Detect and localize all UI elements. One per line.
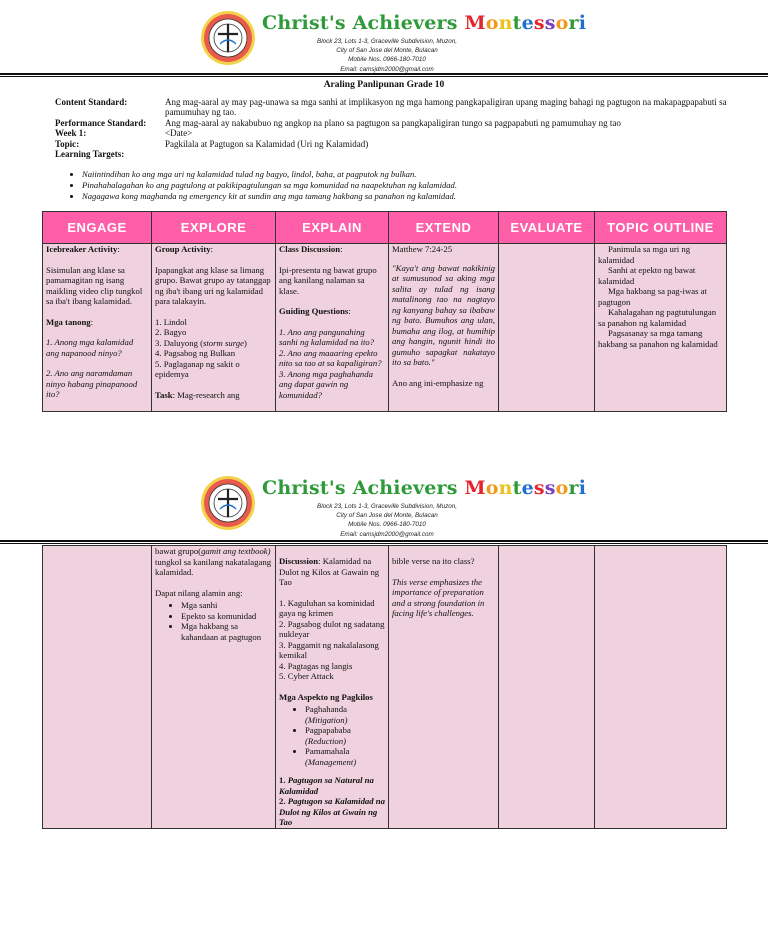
week-label: Week 1:: [55, 128, 87, 139]
hazard-item: 4. Pagsabog ng Bulkan: [155, 348, 236, 358]
guiding-question: 3. Anong mga paghahanda ang dapat gawin ng komunidad?: [279, 368, 373, 400]
document-title: Araling Panlipunan Grade 10: [323, 80, 445, 90]
extend-prompt: Ano ang ini-emphasize ng: [392, 377, 484, 388]
header-rule: [0, 540, 768, 542]
task-label: Task: [155, 389, 173, 400]
school-name-part: i: [578, 12, 587, 34]
extend-cell: [389, 244, 499, 412]
engage-cell: Icebreaker Activity: Sisimulan ang klase sa pamamagitan ng isang maikling video clip tungkol sa iba't ibang kalamidad. Mga tanong: 1. Anong mga kalamidad ang napanood ninyo? 2. Ano ang naramdaman ninyo habang pinapanood ito?: [43, 244, 152, 412]
engage-question: 2. Ano ang naramdaman ninyo habang pinapanood ito?: [46, 368, 138, 399]
outline-item: Panimula sa mga uri ng kalamidad: [598, 244, 691, 265]
column-header-explore: EXPLORE: [152, 212, 276, 244]
school-name-part: n: [498, 477, 513, 499]
learning-target: • Nagagawa kong maghanda ng emergency kit at sundin ang mga tamang hakbang sa panahon ng kalamidad.: [82, 191, 457, 202]
school-name-part: M: [464, 12, 486, 34]
performance-standard-label: Performance Standard:: [55, 117, 147, 128]
column-header-evaluate: EVALUATE: [499, 212, 595, 244]
topic-outline-cell: [595, 244, 727, 412]
school-address: [262, 502, 512, 539]
verse-text: "Kaya't ang bawat nakikinig at sumusunod sa aking mga salita ay tulad ng isang matalinong tao na nagtayo ng kanyang bahay sa ibabaw ng bato. Bumuhos ang ulan, bumaha ang ilog, at humihip ang hangin, ngunit hindi ito gumuho sapagkat nakatayo ito sa bato.": [392, 262, 495, 367]
school-name-part: o: [485, 477, 499, 499]
school-address: [262, 37, 512, 74]
column-header-topic-outline: TOPIC OUTLINE: [595, 212, 727, 244]
guiding-question: 1. Ano ang pangunahing sanhi ng kalamidad na ito?: [279, 326, 375, 347]
task-continued: bawat grupo(: [155, 546, 202, 556]
learn-item: • Epekto sa komunidad: [181, 611, 272, 622]
school-name-part: Christ's Achievers: [262, 12, 465, 34]
engage-question: 1. Anong mga kalamidad ang napanood ninyo?: [46, 337, 134, 358]
address-line-2: City of San Jose del Monte, Bulacan: [336, 512, 438, 520]
class-discussion-text: Ipi-presenta ng bawat grupo ang kanilang nalaman sa klase.: [279, 264, 377, 296]
school-name-part: i: [578, 477, 587, 499]
school-header: [200, 10, 587, 74]
header-rule-thin: [0, 76, 768, 77]
school-name-part: o: [485, 12, 499, 34]
topic-value: Pagkilala at Pagtugon sa Kalamidad (Uri ng Kalamidad): [165, 138, 369, 149]
school-name-part: s: [544, 477, 556, 499]
group-activity-text: Ipapangkat ang klase sa limang grupo. Bawat grupo ay tatanggap ng iba't ibang uri ng kalamidad para talakayin.: [155, 264, 271, 306]
column-header-engage: ENGAGE: [43, 212, 152, 244]
standards-block: [55, 97, 735, 159]
explain-cell: Class Discussion: Ipi-presenta ng bawat grupo ang kanilang nalaman sa klase. Guiding Questions: 1. Ano ang pangunahing sanhi ng kalamidad na ito? 2. Ano ang maaaring epekto nito sa tao at sa kapaligiran? 3. Anong mga paghahanda ang dapat gawin ng komunidad?: [276, 244, 389, 412]
class-discussion-heading: Class Discussion: [279, 244, 341, 254]
verse-explanation: This verse emphasizes the importance of preparation and a strong foundation in facing life's challenges.: [392, 576, 485, 618]
school-name-part: o: [555, 12, 569, 34]
discussion-label: Discussion: [279, 556, 319, 566]
school-name: [262, 477, 586, 499]
questions-heading: Mga tanong: [46, 316, 91, 327]
task-text: : Mag-research ang: [172, 389, 240, 400]
school-name-part: n: [498, 12, 513, 34]
topic-outline-cell: [595, 546, 727, 829]
column-header-explain: EXPLAIN: [276, 212, 389, 244]
evaluate-cell: [499, 546, 595, 829]
extend-prompt: bible verse na ito class?: [392, 556, 475, 566]
learning-targets-list: [68, 169, 457, 201]
content-standard-label: Content Standard:: [55, 97, 128, 107]
learn-item: • Mga hakbang sa kahandaan at pagtugon: [181, 621, 272, 642]
human-caused-item: 3. Paggamit ng nakalalasong kemikal: [279, 639, 379, 660]
lesson-plan-table-continued: [42, 545, 727, 829]
school-name-part: s: [533, 12, 545, 34]
aspect-item: • Paghahanda (Mitigation): [305, 704, 385, 725]
school-email: Email: camsjdm2000@gmail.com: [340, 65, 434, 73]
header-rule-thin: [0, 543, 768, 544]
aspect-item: • Pamamahala (Management): [305, 746, 385, 767]
explain-cell: [276, 546, 389, 829]
school-name-part: t: [512, 477, 522, 499]
outline-item: Mga hakbang sa pag-iwas at pagtugon: [598, 286, 707, 307]
address-line-2: City of San Jose del Monte, Bulacan: [336, 47, 438, 55]
extend-cell: [389, 546, 499, 829]
school-name-part: s: [544, 12, 556, 34]
hazard-item: 3. Daluyong (storm surge): [155, 337, 247, 348]
mobile-numbers: Mobile Nos. 0966-180-7010: [348, 521, 426, 529]
school-name-part: Christ's Achievers: [262, 477, 465, 499]
aspects-heading: Mga Aspekto ng Pagkilos: [279, 691, 373, 702]
performance-standard-value: Ang mag-aaral ay nakabubuo ng angkop na plano sa pagtugon sa pangkapaligiran tungo sa pagpapabuti ng pamumuhay ng tao: [165, 117, 621, 128]
school-seal-logo: [200, 475, 256, 531]
explore-cell: Group Activity: Ipapangkat ang klase sa limang grupo. Bawat grupo ay tatanggap ng iba't ibang uri ng kalamidad para talakayin. 1. Lindol 2. Bagyo 3. Daluyong (storm surge) 4. Pagsabog ng Bulkan 5. Paglaganap ng sakit o epidemya Task: Mag-research ang: [152, 244, 276, 412]
school-name: [262, 12, 586, 34]
response-summary: 1. Pagtugon sa Natural na Kalamidad: [279, 775, 374, 796]
address-line-1: Block 23, Lots 1-3, Graceville Subdivision, Muzon,: [317, 503, 457, 510]
response-summary: 2. Pagtugon sa Kalamidad na Dulot ng Kilos at Gwain ng Tao: [279, 796, 385, 827]
topic-label: Topic:: [55, 138, 80, 149]
guiding-question: 2. Ano ang maaaring epekto nito sa tao at sa kapaligiran?: [279, 347, 382, 368]
icebreaker-text: Sisimulan ang klase sa pamamagitan ng isang maikling video clip tungkol sa iba't ibang kalamidad.: [46, 264, 143, 306]
school-name-part: r: [568, 12, 579, 34]
human-caused-item: 1. Kaguluhan sa kominidad gaya ng krimen: [279, 597, 375, 618]
school-header: [200, 475, 587, 539]
learn-item: • Mga sanhi: [181, 600, 272, 611]
outline-item: Sanhi at epekto ng bawat kalamidad: [598, 265, 696, 286]
lesson-plan-table: [42, 211, 727, 412]
week-value: <Date>: [165, 128, 193, 139]
outline-item: Kahalagahan ng pagtutulungan sa panahon ng kalamidad: [598, 307, 717, 328]
school-name-part: t: [512, 12, 522, 34]
group-activity-heading: Group Activity: [155, 244, 211, 254]
school-name-part: r: [568, 477, 579, 499]
address-line-1: Block 23, Lots 1-3, Graceville Subdivision, Muzon,: [317, 38, 457, 45]
content-standard-value: Ang mag-aaral ay may pag-unawa sa mga sanhi at implikasyon ng mga hamong pangkapaligiran upang maging bahagi ng pagtugon na makapagpapabuti sa pamumuhay ng tao.: [165, 97, 727, 118]
hazard-item: 5. Paglaganap ng sakit o epidemya: [155, 358, 240, 379]
school-seal-logo: [200, 10, 256, 66]
aspects-list: [279, 704, 385, 767]
learning-targets-label: Learning Targets:: [55, 149, 125, 160]
column-header-extend: EXTEND: [389, 212, 499, 244]
human-caused-item: 2. Pagsabog dulot ng sadatang nukleyar: [279, 618, 385, 639]
discussion-text: : Kalamidad na Dulot ng Kilos at Gawain ng Tao: [279, 556, 380, 587]
icebreaker-heading: Icebreaker Activity: [46, 244, 118, 254]
engage-cell: [43, 546, 152, 829]
outline-item: Pagsasanay sa mga tamang hakbang sa panahon ng kalamidad: [598, 328, 718, 349]
school-name-part: e: [521, 477, 534, 499]
verse-reference: Matthew 7:24-25: [392, 244, 453, 254]
learning-target: • Naiintindihan ko ang mga uri ng kalamidad tulad ng bagyo, lindol, baha, at pagputok ng bulkan.: [82, 169, 457, 180]
header-rule: [0, 73, 768, 75]
learn-list: [155, 600, 272, 642]
school-name-part: M: [464, 477, 486, 499]
learn-intro: Dapat nilang alamin ang:: [155, 587, 243, 598]
school-name-part: o: [555, 477, 569, 499]
school-email: Email: camsjdm2000@gmail.com: [340, 530, 434, 538]
mobile-numbers: Mobile Nos. 0966-180-7010: [348, 56, 426, 64]
hazard-item: 1. Lindol: [155, 316, 187, 327]
page-1: [0, 0, 768, 415]
human-caused-item: 5. Cyber Attack: [279, 671, 334, 681]
evaluate-cell: [499, 244, 595, 412]
school-name-part: s: [533, 477, 545, 499]
guiding-questions-heading: Guiding Questions: [279, 306, 349, 316]
hazard-item: 2. Bagyo: [155, 327, 187, 337]
human-caused-item: 4. Pagtagas ng langis: [279, 660, 353, 671]
explore-cell: bawat grupo(gamit ang textbook) tungkol sa kanilang nakatalagang kalamidad. Dapat nilang alamin ang: • Mga sanhi • Epekto sa komunidad • Mga hakbang sa kahandaan at pagtugon: [152, 546, 276, 829]
school-name-part: e: [521, 12, 534, 34]
learning-target: • Pinahahalagahan ko ang pagtulong at pakikipagtulungan sa mga komunidad na naapektuhan ng kalamidad.: [82, 180, 457, 191]
aspect-item: • Pagpapababa (Reduction): [305, 725, 385, 746]
